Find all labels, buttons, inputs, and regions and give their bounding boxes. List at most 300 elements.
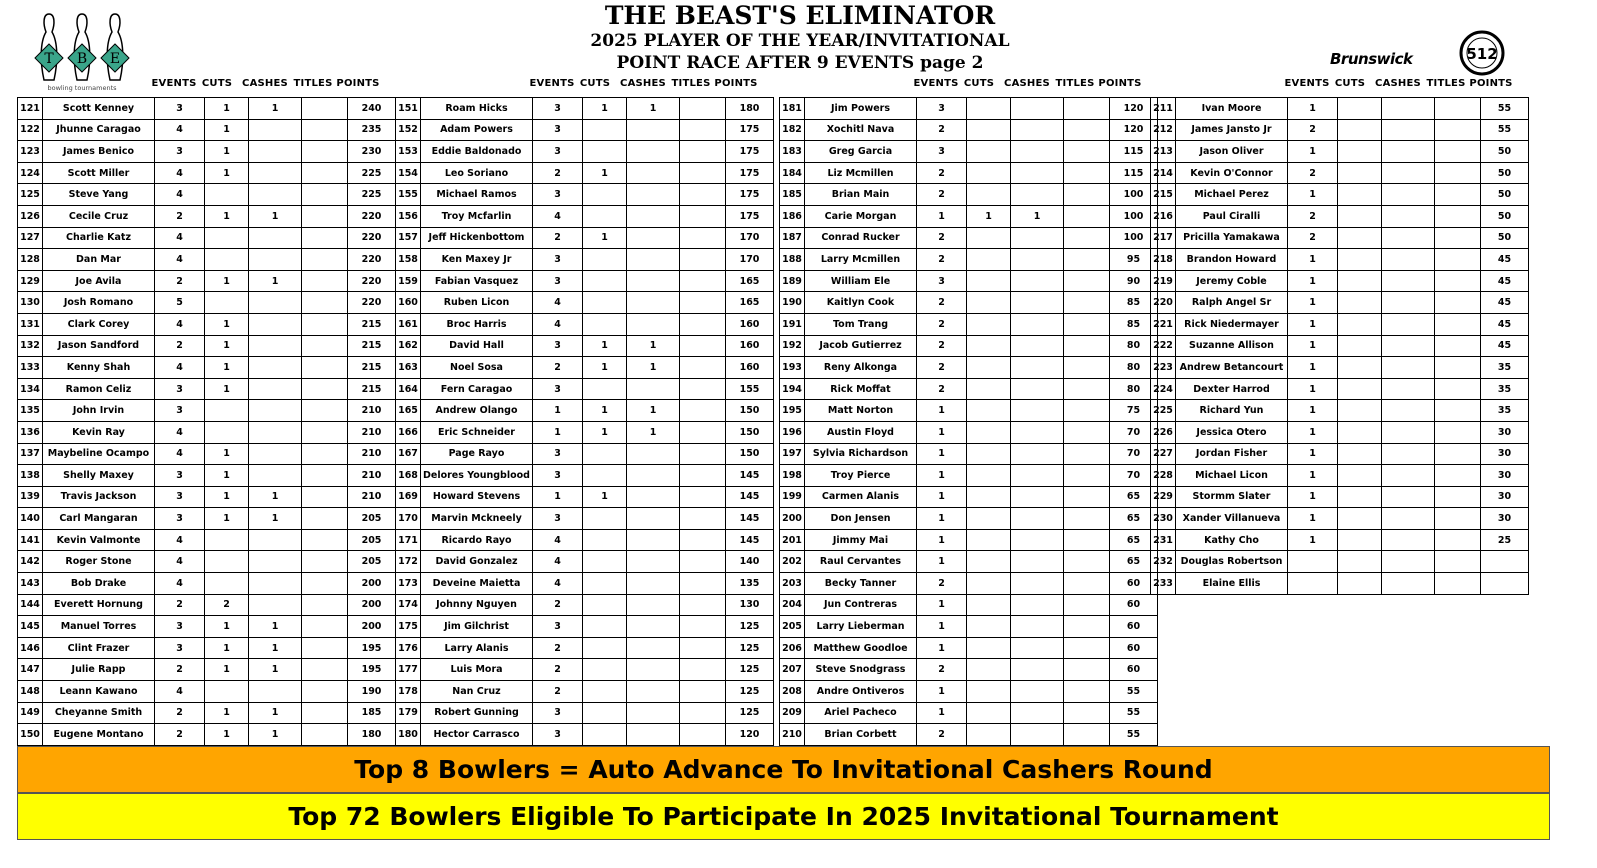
events-cell: 3: [155, 400, 205, 422]
points-cell: 115: [1110, 162, 1158, 184]
cashes-cell: [627, 637, 680, 659]
cashes-cell: 1: [249, 616, 302, 638]
cashes-cell: [1382, 141, 1435, 163]
rank-cell: 192: [780, 335, 805, 357]
cashes-cell: [1011, 724, 1064, 746]
table-row: [18, 637, 396, 659]
table-row: [780, 357, 1158, 379]
table-row: [780, 162, 1158, 184]
points-cell: 130: [726, 594, 774, 616]
points-cell: 240: [348, 98, 396, 120]
rank-cell: 145: [18, 616, 43, 638]
table-row: [780, 292, 1158, 314]
points-cell: 210: [348, 465, 396, 487]
cashes-cell: [1382, 227, 1435, 249]
points-cell: 120: [1110, 98, 1158, 120]
rank-cell: 185: [780, 184, 805, 206]
cashes-cell: [1011, 702, 1064, 724]
titles-cell: [680, 486, 726, 508]
column-header-points: POINTS: [1098, 78, 1142, 89]
bowler-name-cell: Jason Oliver: [1176, 141, 1288, 163]
points-cell: 85: [1110, 292, 1158, 314]
table-row: [18, 486, 396, 508]
bowler-name-cell: Fabian Vasquez: [421, 270, 533, 292]
titles-cell: [680, 98, 726, 120]
cuts-cell: [583, 119, 627, 141]
rank-cell: 203: [780, 573, 805, 595]
table-row: [1151, 400, 1529, 422]
column-header-events: EVENTS: [151, 78, 197, 89]
cashes-cell: [1011, 141, 1064, 163]
titles-cell: [680, 616, 726, 638]
cuts-cell: [967, 378, 1011, 400]
cashes-cell: 1: [249, 508, 302, 530]
bowler-name-cell: Andrew Betancourt: [1176, 357, 1288, 379]
points-cell: 155: [726, 378, 774, 400]
rank-cell: 221: [1151, 313, 1176, 335]
rank-cell: 132: [18, 335, 43, 357]
rank-cell: 189: [780, 270, 805, 292]
events-cell: 1: [917, 702, 967, 724]
cashes-cell: [1011, 270, 1064, 292]
table-row: [18, 659, 396, 681]
titles-cell: [1435, 508, 1481, 530]
rank-cell: 197: [780, 443, 805, 465]
column-header-titles: TITLES: [1426, 78, 1466, 89]
points-cell: 125: [726, 616, 774, 638]
titles-cell: [1064, 616, 1110, 638]
cuts-cell: [583, 313, 627, 335]
bowler-name-cell: Roam Hicks: [421, 98, 533, 120]
bowler-name-cell: Steve Snodgrass: [805, 659, 917, 681]
points-cell: 45: [1481, 313, 1529, 335]
titles-cell: [302, 594, 348, 616]
column-headers: [1150, 78, 1529, 96]
cashes-cell: [249, 313, 302, 335]
rank-cell: 212: [1151, 119, 1176, 141]
points-cell: 85: [1110, 313, 1158, 335]
cashes-cell: [627, 313, 680, 335]
cuts-cell: 1: [205, 162, 249, 184]
cashes-cell: 1: [249, 205, 302, 227]
events-cell: 1: [1288, 378, 1338, 400]
rank-cell: 166: [396, 421, 421, 443]
table-row: [780, 616, 1158, 638]
events-cell: 3: [917, 270, 967, 292]
events-cell: 3: [155, 465, 205, 487]
bowler-name-cell: Eugene Montano: [43, 724, 155, 746]
cuts-cell: 1: [583, 335, 627, 357]
events-cell: 1: [1288, 184, 1338, 206]
events-cell: 3: [917, 141, 967, 163]
rank-cell: 121: [18, 98, 43, 120]
table-row: [780, 443, 1158, 465]
tbe-caption: bowling tournaments: [47, 84, 117, 92]
events-cell: 2: [1288, 162, 1338, 184]
bowler-name-cell: Brandon Howard: [1176, 249, 1288, 271]
rank-cell: 187: [780, 227, 805, 249]
titles-cell: [1064, 421, 1110, 443]
cashes-cell: [627, 508, 680, 530]
titles-cell: [1064, 184, 1110, 206]
points-cell: 180: [726, 98, 774, 120]
table-row: [780, 573, 1158, 595]
table-row: [396, 270, 774, 292]
points-cell: 95: [1110, 249, 1158, 271]
points-cell: [1481, 551, 1529, 573]
events-cell: 1: [1288, 249, 1338, 271]
bowler-name-cell: Michael Ramos: [421, 184, 533, 206]
cuts-cell: [1338, 551, 1382, 573]
points-cell: 210: [348, 421, 396, 443]
points-cell: 75: [1110, 400, 1158, 422]
rank-cell: 143: [18, 573, 43, 595]
bowler-name-cell: Julie Rapp: [43, 659, 155, 681]
titles-cell: [302, 400, 348, 422]
events-cell: 2: [533, 162, 583, 184]
points-cell: 35: [1481, 357, 1529, 379]
rank-cell: 155: [396, 184, 421, 206]
events-cell: 2: [155, 659, 205, 681]
tbe-letter-b: B: [76, 51, 88, 67]
points-cell: 80: [1110, 357, 1158, 379]
rank-cell: 134: [18, 378, 43, 400]
rank-cell: 142: [18, 551, 43, 573]
rank-cell: 202: [780, 551, 805, 573]
rank-cell: 216: [1151, 205, 1176, 227]
rank-cell: 141: [18, 529, 43, 551]
events-cell: 1: [1288, 141, 1338, 163]
events-cell: 2: [533, 659, 583, 681]
cuts-cell: [967, 551, 1011, 573]
bowler-name-cell: Ivan Moore: [1176, 98, 1288, 120]
events-cell: [1288, 551, 1338, 573]
points-cell: 210: [348, 486, 396, 508]
cashes-cell: [1382, 421, 1435, 443]
table-row: [396, 594, 774, 616]
titles-cell: [302, 313, 348, 335]
table-row: [18, 292, 396, 314]
rank-cell: 228: [1151, 465, 1176, 487]
titles-cell: [680, 227, 726, 249]
bowler-name-cell: Troy Pierce: [805, 465, 917, 487]
cashes-cell: [1382, 508, 1435, 530]
cuts-cell: [967, 184, 1011, 206]
table-row: [780, 637, 1158, 659]
events-cell: 2: [155, 702, 205, 724]
events-cell: 1: [533, 421, 583, 443]
table-row: [1151, 270, 1529, 292]
cuts-cell: 1: [205, 659, 249, 681]
points-cell: 215: [348, 335, 396, 357]
cuts-cell: [1338, 141, 1382, 163]
table-row: [1151, 378, 1529, 400]
titles-cell: [302, 573, 348, 595]
events-cell: 1: [917, 443, 967, 465]
column-header-events: EVENTS: [1284, 78, 1330, 89]
points-cell: 200: [348, 594, 396, 616]
events-cell: 1: [1288, 357, 1338, 379]
events-cell: 3: [533, 508, 583, 530]
rank-cell: 154: [396, 162, 421, 184]
rank-cell: 170: [396, 508, 421, 530]
table-row: [396, 486, 774, 508]
events-cell: 3: [917, 98, 967, 120]
titles-cell: [302, 529, 348, 551]
points-cell: 145: [726, 465, 774, 487]
tbe-letter-e: E: [109, 51, 121, 67]
titles-cell: [680, 119, 726, 141]
titles-cell: [1064, 724, 1110, 746]
table-row: [1151, 486, 1529, 508]
cashes-cell: [1011, 465, 1064, 487]
titles-cell: [302, 637, 348, 659]
points-cell: 115: [1110, 141, 1158, 163]
rank-cell: 229: [1151, 486, 1176, 508]
titles-cell: [1064, 486, 1110, 508]
bowler-name-cell: Conrad Rucker: [805, 227, 917, 249]
titles-cell: [1064, 292, 1110, 314]
cuts-cell: [967, 659, 1011, 681]
standings-section-1: [17, 78, 396, 746]
titles-cell: [1064, 378, 1110, 400]
cashes-cell: [249, 378, 302, 400]
cashes-cell: 1: [249, 659, 302, 681]
table-row: [396, 378, 774, 400]
cashes-cell: [627, 227, 680, 249]
titles-cell: [680, 702, 726, 724]
column-header-points: POINTS: [714, 78, 758, 89]
events-cell: 1: [917, 551, 967, 573]
table-row: [1151, 508, 1529, 530]
table-row: [18, 119, 396, 141]
events-cell: 1: [1288, 335, 1338, 357]
events-cell: 5: [155, 292, 205, 314]
events-cell: 2: [917, 659, 967, 681]
rank-cell: 211: [1151, 98, 1176, 120]
titles-cell: [680, 184, 726, 206]
table-row: [780, 702, 1158, 724]
eligibility-banner: Top 72 Bowlers Eligible To Participate In 2025 Invitational Tournament: [17, 793, 1550, 840]
standings-table: [1150, 97, 1529, 595]
titles-cell: [1435, 249, 1481, 271]
cuts-cell: [1338, 205, 1382, 227]
table-row: [1151, 551, 1529, 573]
table-row: [396, 98, 774, 120]
cuts-cell: 1: [583, 227, 627, 249]
titles-cell: [680, 594, 726, 616]
cashes-cell: [1011, 594, 1064, 616]
events-cell: 4: [155, 227, 205, 249]
cuts-cell: [205, 529, 249, 551]
bowler-name-cell: Don Jensen: [805, 508, 917, 530]
cashes-cell: [249, 400, 302, 422]
cashes-cell: 1: [249, 637, 302, 659]
cashes-cell: [249, 573, 302, 595]
events-cell: 4: [533, 551, 583, 573]
points-cell: 65: [1110, 529, 1158, 551]
titles-cell: [302, 551, 348, 573]
bowler-name-cell: Ariel Pacheco: [805, 702, 917, 724]
rank-cell: 131: [18, 313, 43, 335]
cashes-cell: [1011, 400, 1064, 422]
events-cell: 1: [1288, 313, 1338, 335]
rank-cell: 200: [780, 508, 805, 530]
rank-cell: 136: [18, 421, 43, 443]
cuts-cell: [205, 421, 249, 443]
bowler-name-cell: Brian Main: [805, 184, 917, 206]
cashes-cell: [1011, 529, 1064, 551]
bowler-name-cell: Carmen Alanis: [805, 486, 917, 508]
column-header-points: POINTS: [1469, 78, 1513, 89]
rank-cell: 144: [18, 594, 43, 616]
cashes-cell: [1382, 249, 1435, 271]
table-row: [780, 421, 1158, 443]
titles-cell: [1435, 141, 1481, 163]
points-cell: 170: [726, 227, 774, 249]
titles-cell: [1064, 443, 1110, 465]
events-cell: 2: [917, 227, 967, 249]
rank-cell: 226: [1151, 421, 1176, 443]
cuts-cell: [967, 292, 1011, 314]
rank-cell: 204: [780, 594, 805, 616]
titles-cell: [302, 98, 348, 120]
titles-cell: [302, 508, 348, 530]
titles-cell: [302, 292, 348, 314]
points-cell: 125: [726, 681, 774, 703]
cashes-cell: [1382, 378, 1435, 400]
points-cell: 175: [726, 119, 774, 141]
points-cell: 200: [348, 573, 396, 595]
titles-cell: [680, 681, 726, 703]
cuts-cell: 1: [205, 702, 249, 724]
cashes-cell: [1011, 616, 1064, 638]
cashes-cell: 1: [249, 270, 302, 292]
titles-cell: [302, 227, 348, 249]
table-row: [18, 551, 396, 573]
cashes-cell: [1382, 465, 1435, 487]
cuts-cell: [583, 292, 627, 314]
points-cell: 220: [348, 292, 396, 314]
titles-cell: [302, 270, 348, 292]
points-cell: 175: [726, 205, 774, 227]
events-cell: 3: [533, 335, 583, 357]
events-cell: 2: [155, 335, 205, 357]
points-cell: 125: [726, 637, 774, 659]
table-row: [1151, 529, 1529, 551]
cuts-cell: [967, 573, 1011, 595]
points-cell: 65: [1110, 508, 1158, 530]
points-cell: 60: [1110, 637, 1158, 659]
titles-cell: [1435, 292, 1481, 314]
cuts-cell: [583, 724, 627, 746]
events-cell: 1: [1288, 400, 1338, 422]
bowler-name-cell: Clint Frazer: [43, 637, 155, 659]
points-cell: 60: [1110, 659, 1158, 681]
points-cell: 50: [1481, 162, 1529, 184]
rank-cell: 191: [780, 313, 805, 335]
cuts-cell: [1338, 465, 1382, 487]
table-row: [780, 681, 1158, 703]
rank-cell: 188: [780, 249, 805, 271]
column-headers: [779, 78, 1158, 96]
events-cell: 3: [155, 486, 205, 508]
titles-cell: [302, 616, 348, 638]
titles-cell: [1435, 205, 1481, 227]
bowler-name-cell: Shelly Maxey: [43, 465, 155, 487]
titles-cell: [302, 443, 348, 465]
points-cell: 35: [1481, 378, 1529, 400]
table-row: [1151, 421, 1529, 443]
cuts-cell: [967, 681, 1011, 703]
rank-cell: 168: [396, 465, 421, 487]
rank-cell: 213: [1151, 141, 1176, 163]
cashes-cell: [1011, 292, 1064, 314]
rank-cell: 158: [396, 249, 421, 271]
cuts-cell: 1: [583, 486, 627, 508]
cashes-cell: [1011, 508, 1064, 530]
events-cell: 2: [155, 594, 205, 616]
cashes-cell: [249, 357, 302, 379]
titles-cell: [680, 270, 726, 292]
events-cell: 3: [533, 616, 583, 638]
points-cell: 145: [726, 529, 774, 551]
titles-cell: [680, 573, 726, 595]
table-row: [780, 659, 1158, 681]
standings-table: [17, 97, 396, 746]
table-row: [18, 141, 396, 163]
cashes-cell: [627, 594, 680, 616]
events-cell: 4: [155, 119, 205, 141]
rank-cell: 201: [780, 529, 805, 551]
cuts-cell: [583, 443, 627, 465]
table-row: [396, 443, 774, 465]
cashes-cell: [627, 702, 680, 724]
titles-cell: [1435, 443, 1481, 465]
cashes-cell: [1011, 335, 1064, 357]
column-header-cuts: CUTS: [963, 78, 995, 89]
cashes-cell: [1011, 486, 1064, 508]
titles-cell: [1435, 551, 1481, 573]
bowler-name-cell: Michael Perez: [1176, 184, 1288, 206]
cashes-cell: [1382, 486, 1435, 508]
points-cell: 205: [348, 551, 396, 573]
rank-cell: 175: [396, 616, 421, 638]
table-row: [396, 659, 774, 681]
points-cell: 45: [1481, 292, 1529, 314]
titles-cell: [680, 400, 726, 422]
bowler-name-cell: Jessica Otero: [1176, 421, 1288, 443]
cashes-cell: [1011, 162, 1064, 184]
cuts-cell: [967, 335, 1011, 357]
cuts-cell: [967, 270, 1011, 292]
events-cell: 1: [917, 681, 967, 703]
cashes-cell: [249, 184, 302, 206]
points-cell: 30: [1481, 486, 1529, 508]
column-header-cuts: CUTS: [579, 78, 611, 89]
titles-cell: [680, 529, 726, 551]
titles-cell: [1064, 335, 1110, 357]
events-cell: 4: [155, 529, 205, 551]
cashes-cell: [1011, 378, 1064, 400]
bowler-name-cell: Ricardo Rayo: [421, 529, 533, 551]
512-badge-logo: [1456, 30, 1508, 76]
bowler-name-cell: Deveine Maietta: [421, 573, 533, 595]
points-cell: 60: [1110, 594, 1158, 616]
rank-cell: 214: [1151, 162, 1176, 184]
cashes-cell: [627, 184, 680, 206]
titles-cell: [680, 465, 726, 487]
